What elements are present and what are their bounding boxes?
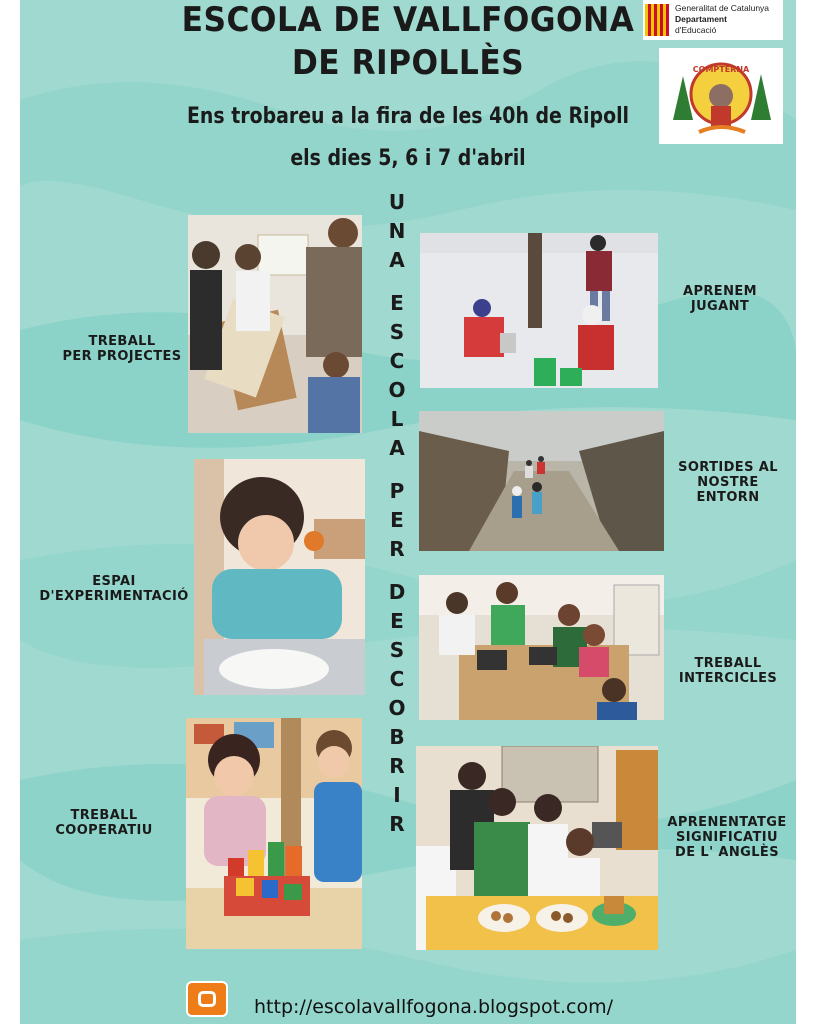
gencat-line3: d'Educació — [675, 25, 717, 35]
caption-line: INTERCICLES — [678, 671, 778, 686]
poster — [20, 0, 796, 1024]
photo-espai-experimentacio — [194, 459, 365, 695]
motto-letter: R — [389, 754, 405, 778]
motto-letter: O — [388, 378, 406, 402]
motto-word — [388, 289, 405, 463]
motto-letter: E — [390, 609, 404, 633]
generalitat-logo — [643, 0, 783, 40]
motto-letter: C — [389, 349, 405, 373]
caption-treball-intercicles — [670, 656, 786, 686]
motto-letter: I — [393, 783, 401, 807]
page-title-line2: DE RIPOLLÈS — [291, 43, 525, 83]
caption-line: APRENEM — [683, 284, 757, 299]
motto-letter: D — [388, 580, 406, 604]
motto-letter: C — [389, 667, 405, 691]
motto-letter: O — [388, 696, 406, 720]
motto-letter: B — [389, 725, 405, 749]
caption-line: PER PROJECTES — [62, 349, 182, 364]
photo-angles — [416, 746, 658, 950]
caption-line: NOSTRE — [697, 475, 759, 490]
caption-line: SIGNIFICATIU — [676, 830, 778, 845]
subtitle-line2: els dies 5, 6 i 7 d'abril — [290, 146, 526, 171]
photo-treball-projectes — [188, 215, 362, 433]
motto-letter: L — [390, 407, 404, 431]
motto-letter: A — [389, 436, 405, 460]
caption-line: D'EXPERIMENTACIÓ — [39, 589, 189, 604]
senyera-icon — [645, 4, 669, 36]
photo-aprenem-jugant — [420, 233, 658, 388]
motto-letter: P — [389, 479, 405, 503]
caption-line: ESPAI — [92, 574, 136, 589]
caption-aprenem-jugant — [670, 284, 770, 314]
gencat-line1: Generalitat de Catalunya — [675, 3, 770, 13]
gencat-line2: Departament — [675, 14, 727, 24]
page-title-line1: ESCOLA DE VALLFOGONA — [181, 0, 635, 40]
motto-letter: S — [389, 320, 405, 344]
motto-letter: E — [390, 291, 404, 315]
motto-letter: U — [388, 190, 406, 214]
caption-espai-experimentacio — [34, 574, 194, 604]
caption-line: COOPERATIU — [55, 823, 153, 838]
photo-treball-intercicles — [419, 575, 664, 720]
caption-line: APRENENTATGE — [667, 815, 787, 830]
motto-letter: N — [388, 219, 406, 243]
motto-word — [389, 477, 404, 564]
subtitle-line1: Ens trobareu a la fira de les 40h de Ripoll — [186, 104, 630, 129]
vertical-motto — [380, 188, 414, 998]
caption-line: TREBALL — [70, 808, 138, 823]
caption-treball-cooperatiu — [44, 808, 164, 838]
motto-word — [388, 578, 405, 839]
school-logo-text: COMPTERNA — [692, 65, 750, 74]
caption-line: DE L' ANGLÈS — [675, 845, 779, 860]
motto-letter: S — [389, 638, 405, 662]
photo-treball-cooperatiu — [186, 718, 362, 949]
school-logo — [659, 48, 783, 144]
blogger-icon[interactable] — [186, 981, 228, 1017]
caption-treball-projectes — [56, 334, 188, 364]
motto-letter: A — [389, 248, 405, 272]
motto-letter: R — [389, 812, 405, 836]
photo-sortides — [419, 411, 664, 551]
caption-angles — [660, 815, 794, 860]
caption-line: JUGANT — [690, 299, 750, 314]
motto-letter: E — [390, 508, 404, 532]
caption-line: SORTIDES AL — [678, 460, 778, 475]
caption-line: ENTORN — [696, 490, 760, 505]
motto-letter: R — [389, 537, 405, 561]
caption-sortides — [670, 460, 786, 505]
caption-line: TREBALL — [88, 334, 156, 349]
caption-line: TREBALL — [694, 656, 762, 671]
motto-word — [389, 188, 406, 275]
blog-url-link[interactable]: http://escolavallfogona.blogspot.com/ — [254, 996, 614, 1018]
